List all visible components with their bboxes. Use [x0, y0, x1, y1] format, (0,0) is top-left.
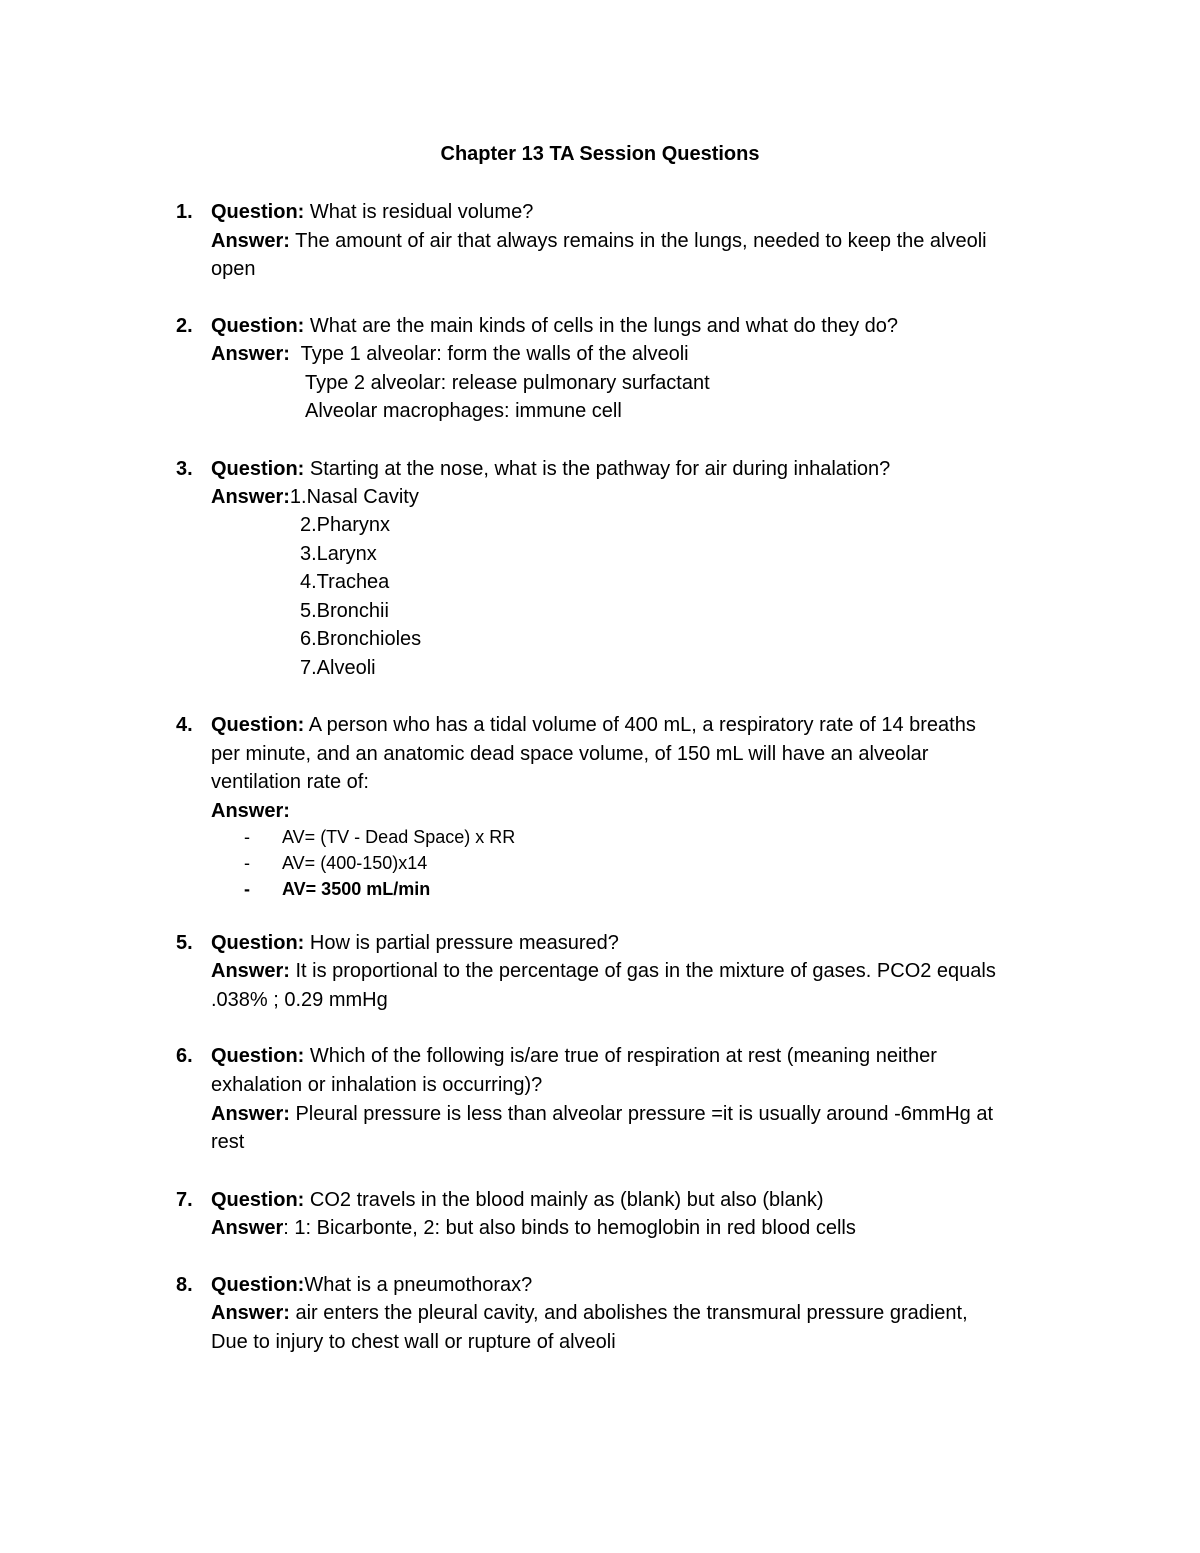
formula-step: AV= (400-150)x14 — [282, 853, 428, 873]
question-text: Question:What is a pneumothorax? — [211, 1274, 533, 1296]
question-text: Question: How is partial pressure measured? — [211, 932, 619, 954]
bullet-dash: - — [244, 853, 250, 873]
formula-step: AV= (TV - Dead Space) x RR — [282, 827, 516, 847]
page-title: Chapter 13 TA Session Questions — [440, 143, 760, 165]
formula-result: AV= 3500 mL/min — [282, 879, 431, 899]
question-text: Question: Which of the following is/are true of respiration at rest (meaning neither — [211, 1045, 937, 1067]
question-text: Question: What are the main kinds of cells in the lungs and what do they do? — [211, 315, 899, 337]
question-text: Question: CO2 travels in the blood mainly as (blank) but also (blank) — [211, 1189, 824, 1211]
answer-text: Answer: It is proportional to the percentage of gas in the mixture of gases. PCO2 equals — [211, 960, 996, 982]
answer-text: Answer: 1: Bicarbonte, 2: but also binds to hemoglobin in red blood cells — [211, 1217, 856, 1239]
answer-text: Answer: Type 1 alveolar: form the walls of the alveoli — [211, 343, 689, 365]
pathway-step: 2.Pharynx — [300, 514, 391, 536]
pathway-step: 5.Bronchii — [300, 600, 389, 622]
pathway-step: 4.Trachea — [300, 571, 390, 593]
question-text: Question: What is residual volume? — [211, 201, 534, 223]
question-text-continued: per minute, and an anatomic dead space volume, of 150 mL will have an alveolar — [211, 743, 929, 765]
question-text: Question: Starting at the nose, what is the pathway for air during inhalation? — [211, 458, 891, 480]
question-text-continued: ventilation rate of: — [211, 771, 369, 793]
answer-text-continued: Due to injury to chest wall or rupture of alveoli — [211, 1331, 616, 1353]
question-number: 5. — [176, 932, 193, 954]
pathway-step: 7.Alveoli — [300, 657, 376, 679]
pathway-step: 6.Bronchioles — [300, 628, 422, 650]
answer-text-continued: open — [211, 258, 256, 280]
question-number: 3. — [176, 458, 193, 480]
answer-text: Answer: air enters the pleural cavity, and abolishes the transmural pressure gradient, — [211, 1302, 968, 1324]
answer-cell-type: Alveolar macrophages: immune cell — [305, 400, 622, 422]
question-number: 4. — [176, 714, 193, 736]
answer-label: Answer: — [211, 800, 290, 822]
answer-text: Answer:1.Nasal Cavity — [211, 486, 419, 508]
question-number: 8. — [176, 1274, 193, 1296]
bullet-dash: - — [244, 879, 250, 899]
answer-text: Answer: The amount of air that always remains in the lungs, needed to keep the alveoli — [211, 230, 987, 252]
answer-text-continued: .038% ; 0.29 mmHg — [211, 989, 388, 1011]
question-text-continued: exhalation or inhalation is occurring)? — [211, 1074, 543, 1096]
question-number: 7. — [176, 1189, 193, 1211]
pathway-step: 3.Larynx — [300, 543, 377, 565]
bullet-dash: - — [244, 827, 250, 847]
answer-cell-type: Type 2 alveolar: release pulmonary surfactant — [305, 372, 710, 394]
answer-text-continued: rest — [211, 1131, 245, 1153]
answer-text: Answer: Pleural pressure is less than alveolar pressure =it is usually around -6mmHg at — [211, 1103, 994, 1125]
question-number: 6. — [176, 1045, 193, 1067]
question-number: 2. — [176, 315, 193, 337]
question-text: Question: A person who has a tidal volume of 400 mL, a respiratory rate of 14 breaths — [211, 714, 976, 736]
question-number: 1. — [176, 201, 193, 223]
